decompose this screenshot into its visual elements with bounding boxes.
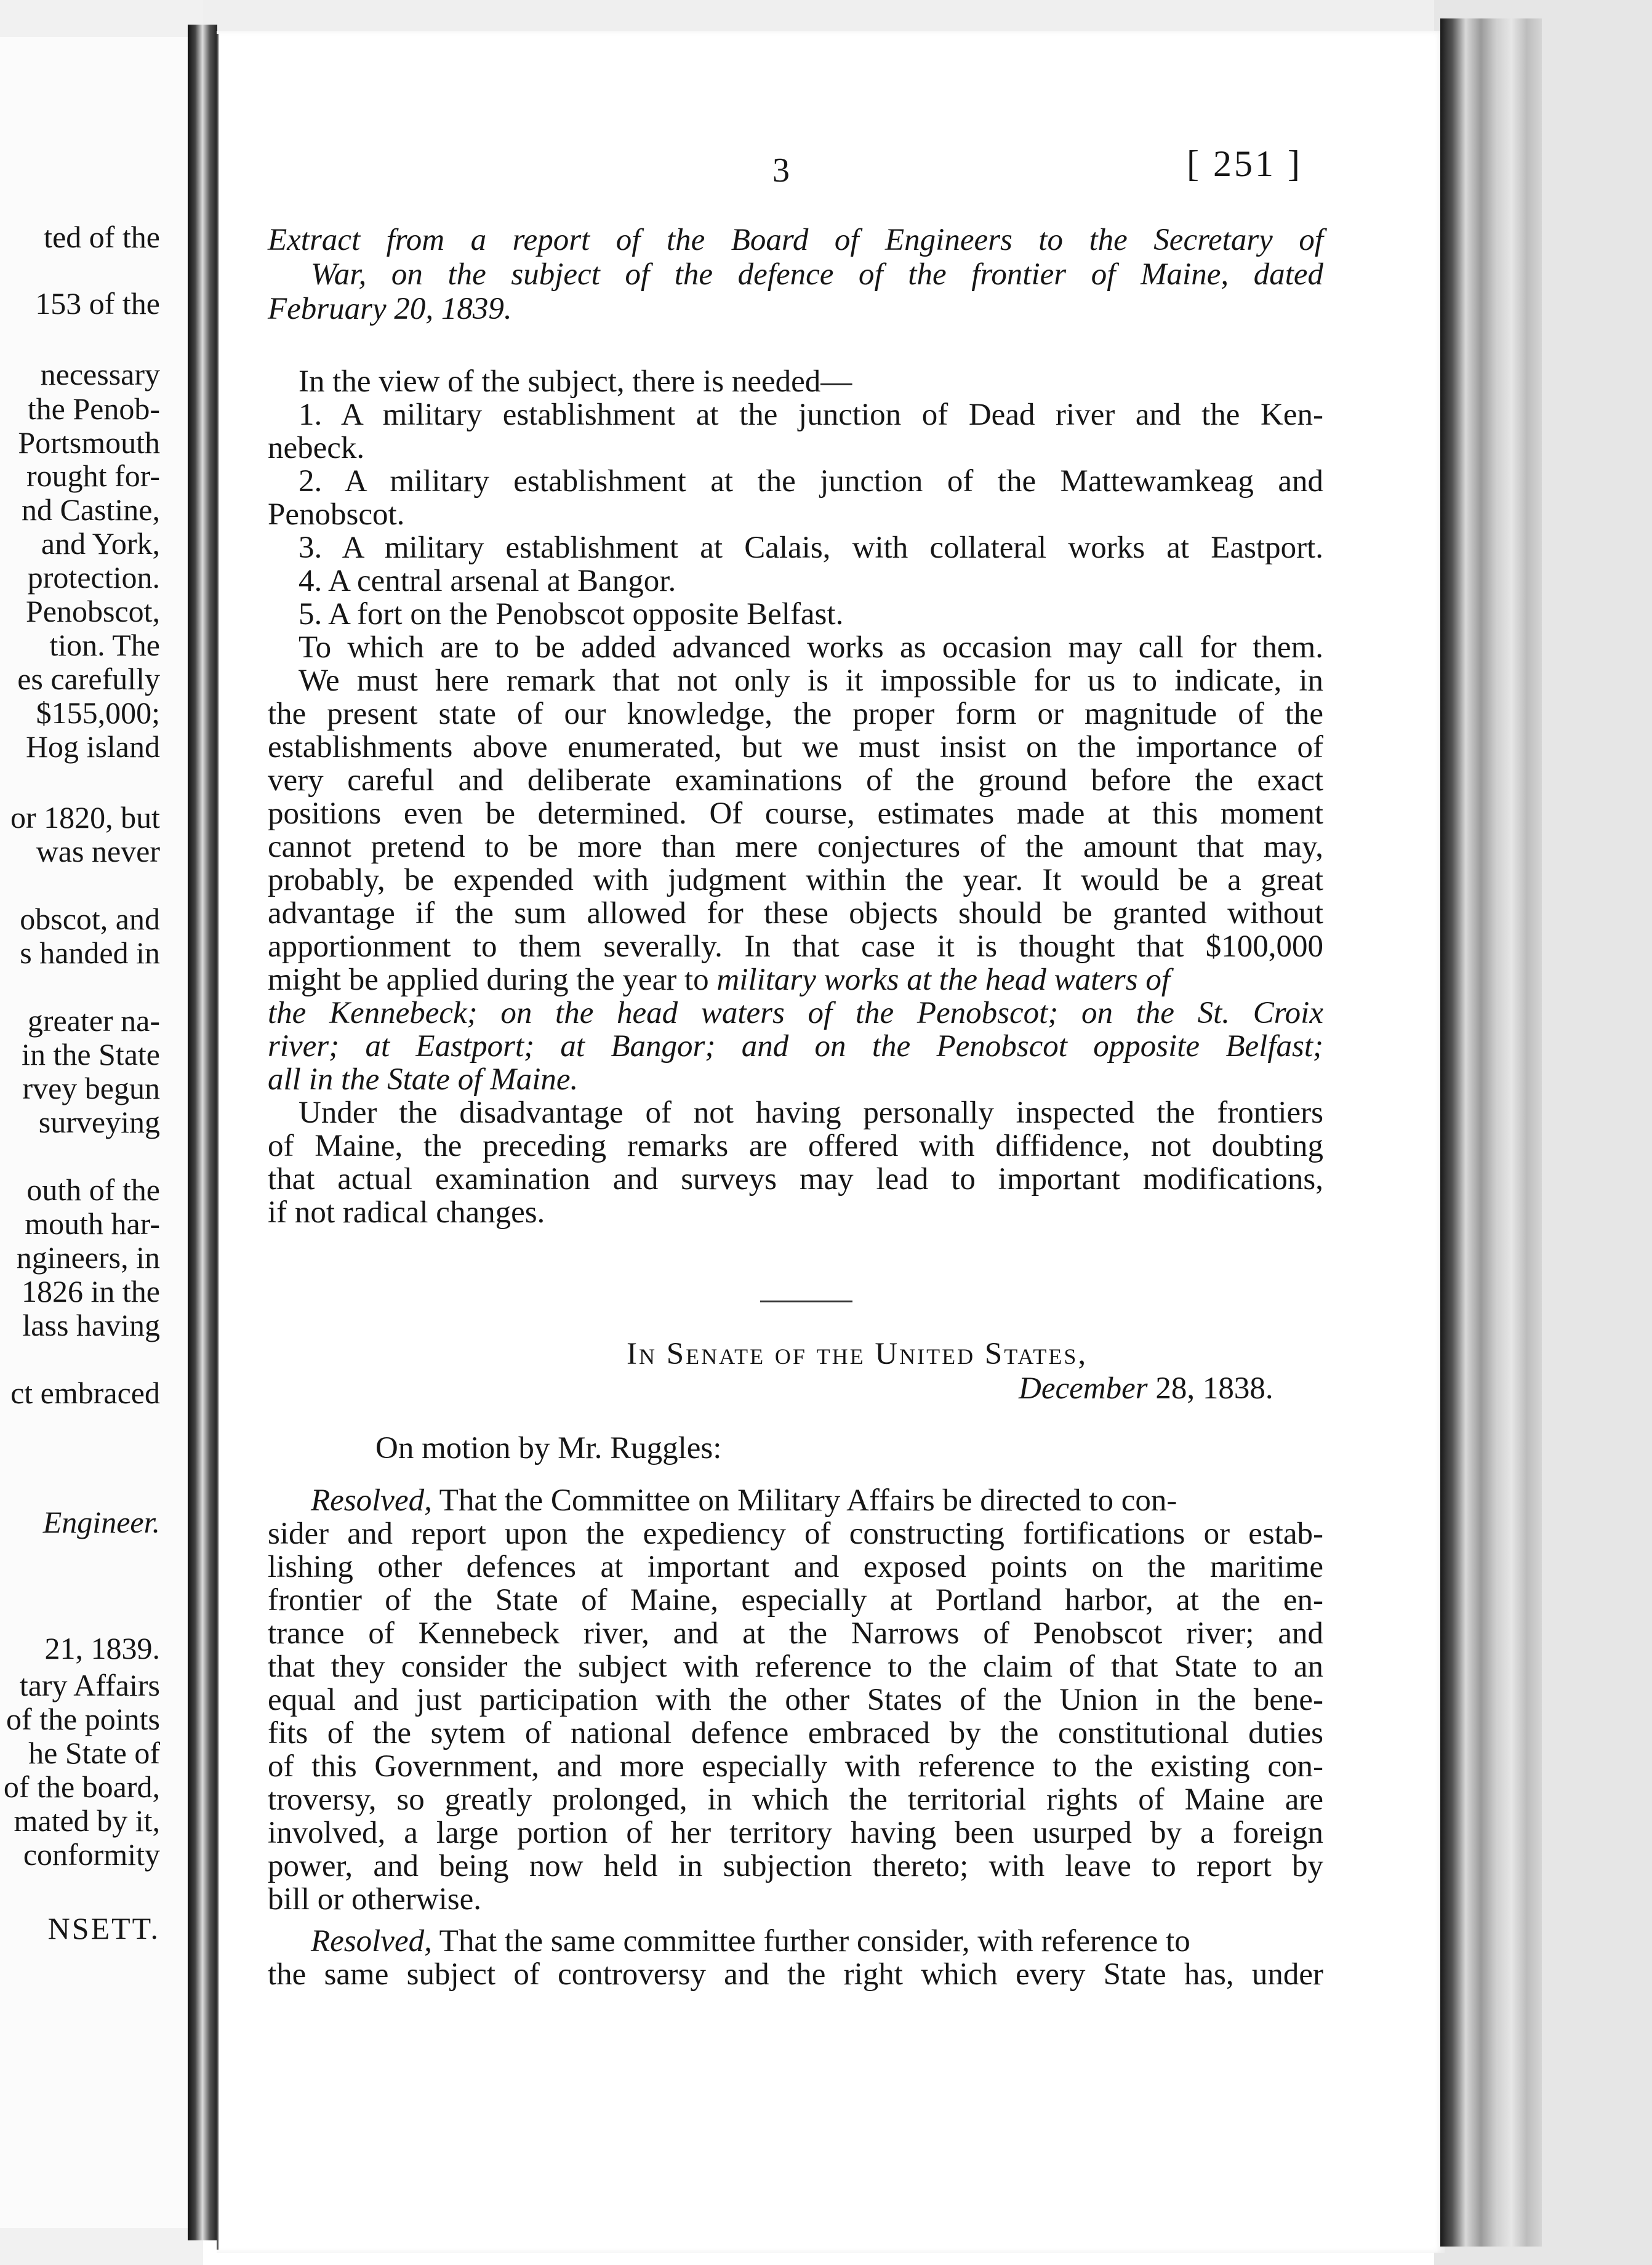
resolution-line — [311, 1924, 1323, 1958]
left-page-line: tary Affairs — [19, 1668, 160, 1702]
left-page-line: surveying — [38, 1105, 160, 1139]
body-line: of Maine, the preceding remarks are offered with diffidence, not doubting — [268, 1129, 1323, 1163]
resolution-line: bill or otherwise. — [268, 1882, 482, 1917]
left-page-line: 21, 1839. — [44, 1631, 160, 1666]
left-page-line: ted of the — [44, 220, 160, 254]
body-line: that actual examination and surveys may lead to important modifications, — [268, 1162, 1323, 1197]
body-line: positions even be determined. Of course, estimates made at this moment — [268, 796, 1323, 831]
left-page-line: Penobscot, — [25, 594, 160, 628]
body-line: probably, be expended with judgment within the year. It would be a great — [268, 863, 1323, 897]
left-page-line: ngineers, in — [16, 1240, 160, 1275]
body-line: In the view of the subject, there is needed— — [299, 364, 852, 399]
body-line: 1. A military establishment at the junction of Dead river and the Ken- — [299, 398, 1323, 432]
body-line: 5. A fort on the Penobscot opposite Belfast. — [299, 597, 844, 631]
resolution-line: fits of the sytem of national defence embraced by the constitutional duties — [268, 1716, 1323, 1750]
scan-top-strip — [0, 0, 1652, 31]
left-page-line: NSETT. — [47, 1911, 160, 1946]
resolution-line: of this Government, and more especially with reference to the existing con- — [268, 1749, 1323, 1784]
left-page-line: or 1820, but — [10, 800, 160, 835]
resolution-line: trance of Kennebeck river, and at the Narrows of Penobscot river; and — [268, 1616, 1323, 1651]
left-page-line: greater na- — [27, 1003, 160, 1038]
left-page-line: necessary — [40, 357, 160, 391]
left-page-line: s handed in — [20, 936, 160, 970]
body-line: cannot pretend to be more than mere conjectures of the amount that may, — [268, 830, 1323, 864]
left-page-line: was never — [36, 834, 160, 868]
body-italic-line: the Kennebeck; on the head waters of the Penobscot; on the St. Croix — [268, 996, 1323, 1030]
left-page-line: Engineer. — [42, 1505, 160, 1539]
resolution-line: troversy, so greatly prolonged, in which the territorial rights of Maine are — [268, 1782, 1323, 1817]
left-page-line: the Penob- — [27, 391, 160, 426]
left-page-line: rought for- — [26, 459, 160, 493]
left-page-line: $155,000; — [36, 696, 160, 730]
page-number: 3 — [772, 151, 790, 190]
body-italic-line: river; at Eastport; at Bangor; and on the Penobscot opposite Belfast; — [268, 1029, 1323, 1064]
senate-date-month: December — [1019, 1371, 1148, 1406]
resolution-line: frontier of the State of Maine, especially at Portland harbor, at the en- — [268, 1583, 1323, 1618]
left-page-line: of the points — [6, 1702, 160, 1736]
extract-heading-line: War, on the subject of the defence of the frontier of Maine, dated — [311, 257, 1323, 292]
left-page-line: protection. — [27, 560, 160, 595]
resolution-text: That the same committee further consider, with reference to — [439, 1924, 1190, 1958]
resolution-line: sider and report upon the expediency of constructing fortifications or estab- — [268, 1517, 1323, 1551]
extract-heading-line: February 20, 1839. — [268, 292, 512, 326]
body-line: 2. A military establishment at the junction of the Mattewamkeag and — [299, 464, 1323, 499]
body-line: Penobscot. — [268, 497, 405, 532]
page-edges-right — [1440, 18, 1542, 2247]
body-line: 3. A military establishment at Calais, with collateral works at Eastport. — [299, 531, 1323, 565]
motion-line: On motion by Mr. Ruggles: — [375, 1431, 722, 1465]
senate-heading: In Senate of the United States, — [627, 1337, 1088, 1371]
senate-date — [1019, 1371, 1326, 1406]
left-page-line: mated by it, — [14, 1803, 160, 1838]
senate-date-rest: 28, 1838. — [1155, 1371, 1273, 1406]
resolution-line: that they consider the subject with reference to the claim of that State to an — [268, 1650, 1323, 1684]
page-edge-line — [217, 34, 219, 2250]
body-line: We must here remark that not only is it impossible for us to indicate, in — [299, 663, 1323, 698]
extract-heading-line: Extract from a report of the Board of Engineers to the Secretary of — [268, 223, 1323, 257]
body-line: advantage if the sum allowed for these objects should be granted without — [268, 896, 1323, 931]
resolved-label: Resolved, — [311, 1924, 432, 1958]
left-page-line: es carefully — [17, 662, 160, 696]
body-line: To which are to be added advanced works as occasion may call for them. — [299, 630, 1323, 665]
left-page-line: and York, — [41, 526, 160, 561]
left-page-line: 1826 in the — [22, 1274, 160, 1309]
left-page-line: he State of — [28, 1736, 160, 1770]
resolved-label: Resolved, — [311, 1483, 432, 1518]
left-page-line: conformity — [23, 1837, 160, 1872]
body-text: might be applied during the year to — [268, 963, 709, 997]
resolution-line — [311, 1483, 1323, 1518]
section-divider — [760, 1301, 852, 1302]
body-line — [268, 963, 1326, 997]
body-line: 4. A central arsenal at Bangor. — [299, 564, 676, 598]
left-page-line: tion. The — [49, 628, 160, 662]
left-page-line: rvey begun — [22, 1071, 160, 1105]
resolution-text: That the Committee on Military Affairs be directed to con- — [439, 1483, 1177, 1518]
left-page-line: ct embraced — [10, 1376, 160, 1410]
left-page-line: obscot, and — [20, 902, 160, 936]
resolution-line: the same subject of controversy and the right which every State has, under — [268, 1957, 1323, 1992]
resolution-line: involved, a large portion of her territory having been usurped by a foreign — [268, 1816, 1323, 1850]
body-line: apportionment to them severally. In that case it is thought that $100,000 — [268, 929, 1323, 964]
left-page-line: nd Castine, — [22, 492, 160, 527]
body-line: Under the disadvantage of not having personally inspected the frontiers — [299, 1096, 1323, 1130]
document-number: [ 251 ] — [1187, 143, 1302, 184]
body-line: very careful and deliberate examinations of the ground before the exact — [268, 763, 1323, 798]
body-line: establishments above enumerated, but we must insist on the importance of — [268, 730, 1323, 764]
resolution-line: equal and just participation with the other States of the Union in the bene- — [268, 1683, 1323, 1717]
resolution-line: lishing other defences at important and exposed points on the maritime — [268, 1550, 1323, 1584]
book-gutter — [188, 25, 217, 2240]
body-line: if not radical changes. — [268, 1195, 545, 1230]
body-line: nebeck. — [268, 431, 365, 465]
left-page-line: Portsmouth — [18, 425, 160, 460]
facing-page-left — [0, 37, 200, 2228]
left-page-line: in the State — [22, 1037, 160, 1072]
body-line: the present state of our knowledge, the proper form or magnitude of the — [268, 697, 1323, 731]
left-page-line: lass having — [22, 1308, 160, 1342]
left-page-line: mouth har- — [25, 1206, 160, 1241]
left-page-line: 153 of the — [35, 286, 160, 321]
left-page-line: of the board, — [3, 1770, 160, 1804]
left-page-line: Hog island — [25, 729, 160, 764]
left-page-line: outh of the — [26, 1173, 160, 1207]
body-italic-text: military works at the head waters of — [716, 963, 1171, 997]
resolution-line: power, and being now held in subjection thereto; with leave to report by — [268, 1849, 1323, 1883]
body-italic-line: all in the State of Maine. — [268, 1062, 579, 1097]
